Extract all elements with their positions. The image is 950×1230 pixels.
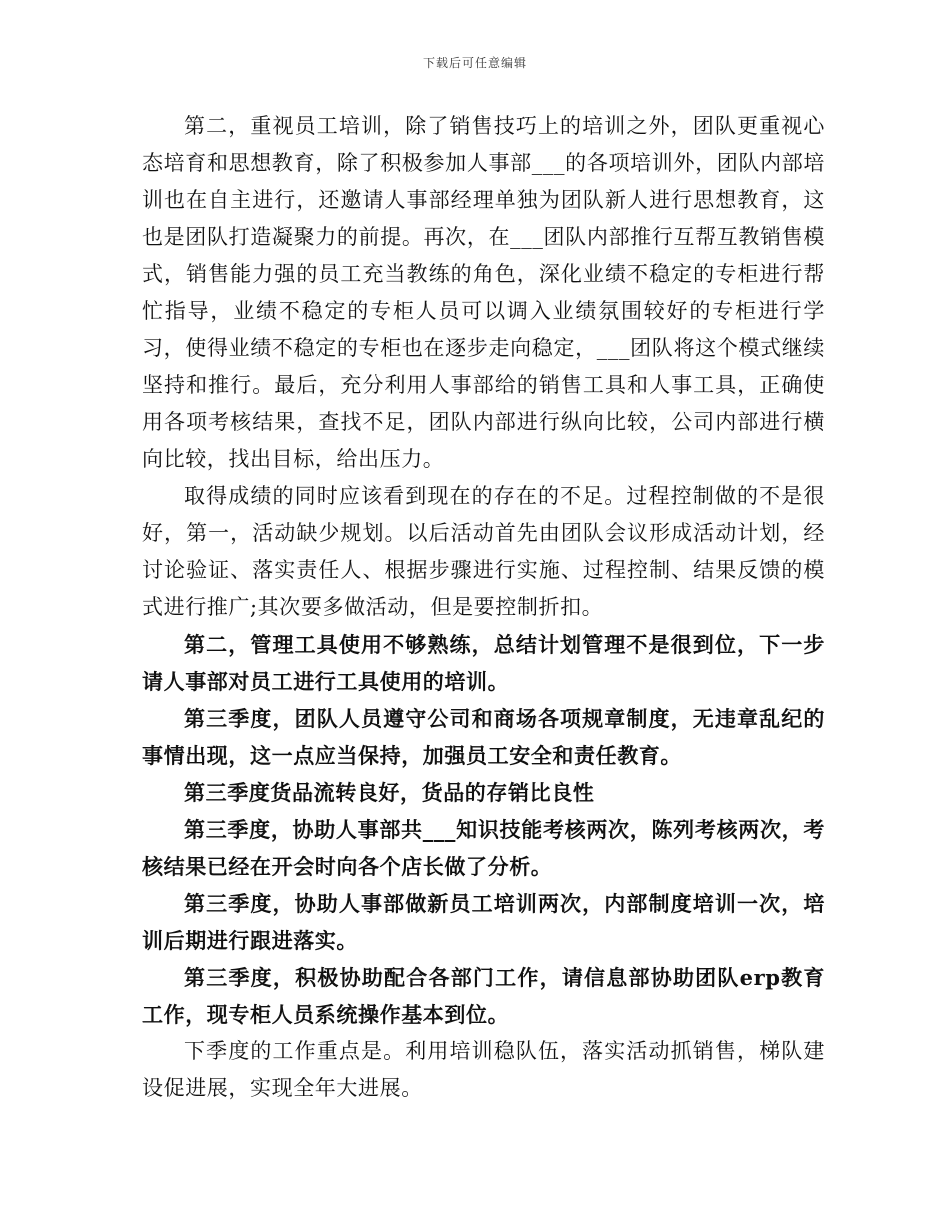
- page-header-note: 下载后可任意编辑: [422, 56, 527, 70]
- paragraph-rules-compliance: 第三季度，团队人员遵守公司和商场各项规章制度，无违章乱纪的事情出现，这一点应当保持，加强员工安全和责任教育。: [142, 706, 825, 768]
- document-body: [142, 108, 825, 1107]
- paragraph-goods-flow: 第三季度货品流转良好，货品的存销比良性: [184, 780, 595, 805]
- paragraph-staff-training: 第二，重视员工培训，除了销售技巧上的培训之外，团队更重视心态培育和思想教育，除了积极参加人事部___的各项培训外，团队内部培训也在自主进行，还邀请人事部经理单独为团队新人进行思想教育，这也是团队打造凝聚力的前提。再次，在___团队内部推行互帮互教销售模式，销售能力强的员工充当教练的角色，深化业绩不稳定的专柜进行帮忙指导，业绩不稳定的专柜人员可以调入业绩氛围较好的专柜进行学习，使得业绩不稳定的专柜也在逐步走向稳定，___团队将这个模式继续坚持和推行。最后，充分利用人事部给的销售工具和人事工具，正确使用各项考核结果，查找不足，团队内部进行纵向比较，公司内部进行横向比较，找出目标，给出压力。: [142, 114, 825, 471]
- paragraph-skill-assessment: 第三季度，协助人事部共___知识技能考核两次，陈列考核两次，考核结果已经在开会时向各个店长做了分析。: [142, 817, 825, 879]
- paragraph-management-tools: 第二，管理工具使用不够熟练，总结计划管理不是很到位，下一步请人事部对员工进行工具使用的培训。: [142, 632, 825, 694]
- paragraph-next-quarter-focus: 下季度的工作重点是。利用培训稳队伍，落实活动抓销售，梯队建设促进展，实现全年大进展。: [142, 1039, 825, 1100]
- paragraph-erp-cooperation: 第三季度，积极协助配合各部门工作，请信息部协助团队erp教育工作，现专柜人员系统操作基本到位。: [142, 965, 825, 1027]
- paragraph-new-staff-training: 第三季度，协助人事部做新员工培训两次，内部制度培训一次，培训后期进行跟进落实。: [142, 891, 825, 953]
- paragraph-shortcomings: 取得成绩的同时应该看到现在的存在的不足。过程控制做的不是很好，第一，活动缺少规划。以后活动首先由团队会议形成活动计划，经讨论验证、落实责任人、根据步骤进行实施、过程控制、结果反馈的模式进行推广;其次要多做活动，但是要控制折扣。: [142, 484, 825, 619]
